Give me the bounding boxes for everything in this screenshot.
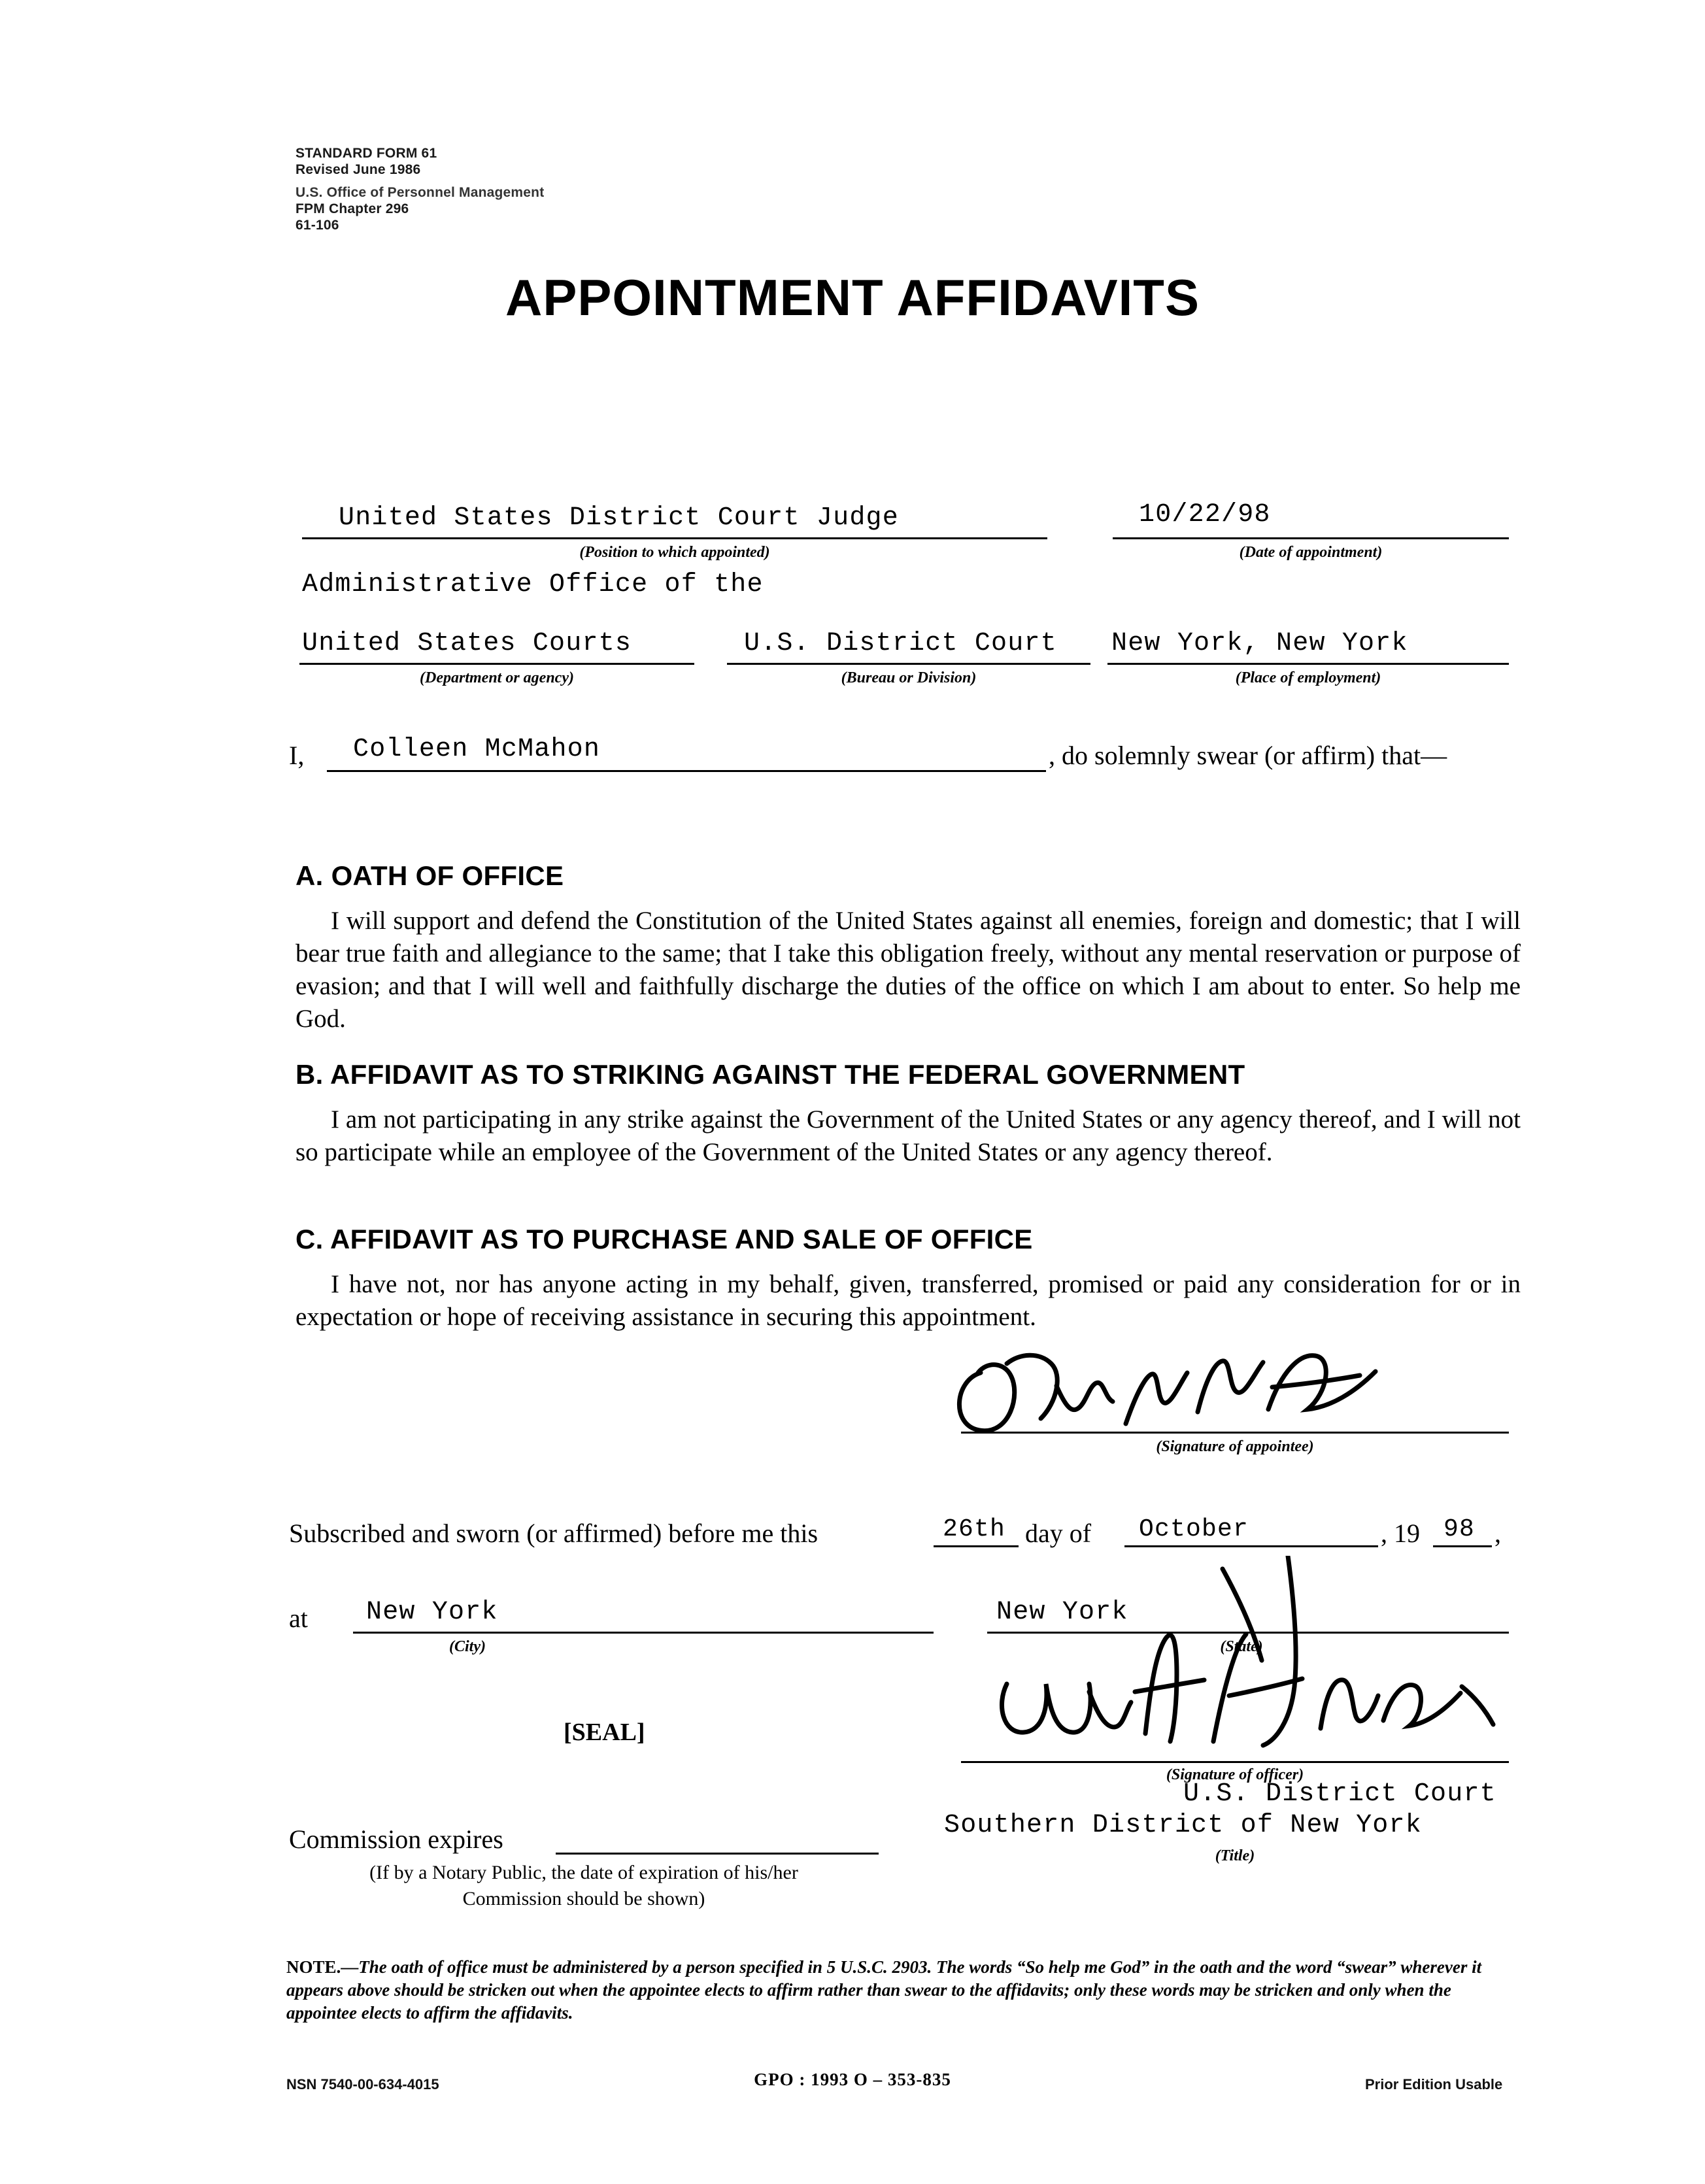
section-c-body: I have not, nor has anyone acting in my behalf, given, transferred, promised or paid any consideration for or in expectation or hope of receiving assistance in securing this appointment. [295, 1270, 1521, 1331]
position-rule [302, 537, 1047, 539]
jurat-day-rule [934, 1545, 1019, 1547]
state-caption: (State) [1220, 1638, 1263, 1655]
gpo-code: GPO : 1993 O – 353-835 [754, 2070, 951, 2089]
bureau-value: U.S. District Court [744, 629, 1057, 658]
note-block [286, 1956, 1515, 2024]
officer-signature-rule [961, 1761, 1509, 1763]
department-caption: (Department or agency) [420, 669, 574, 686]
appointee-signature-rule [961, 1432, 1509, 1434]
date-caption: (Date of appointment) [1239, 544, 1383, 561]
city-value: New York [366, 1598, 498, 1627]
at-label: at [289, 1604, 308, 1633]
position-caption: (Position to which appointed) [579, 544, 770, 561]
form-number: STANDARD FORM 61 [295, 146, 437, 161]
commission-expires-rule [556, 1853, 879, 1855]
form-code: 61-106 [295, 218, 339, 233]
officer-title-line1: U.S. District Court [1183, 1779, 1496, 1809]
commission-note-line1: (If by a Notary Public, the date of expiration of his/her [369, 1862, 798, 1883]
seal-placeholder: [SEAL] [564, 1719, 645, 1746]
date-rule [1113, 537, 1509, 539]
department-rule [299, 663, 694, 665]
officer-signature-mark [981, 1556, 1517, 1772]
appointee-name-value: Colleen McMahon [353, 735, 601, 764]
jurat-month-value: October [1139, 1515, 1249, 1543]
bureau-rule [727, 663, 1090, 665]
jurat-day-value: 26th [943, 1515, 1006, 1543]
page-title: APPOINTMENT AFFIDAVITS [505, 269, 1200, 326]
appointee-name-rule [327, 770, 1046, 772]
note-text: The oath of office must be administered by a person specified in 5 U.S.C. 2903. The words “So help me God” in the oath and the word “swear” wherever it appears above should be stricken out when the appointee elects to affirm rather than swear to the affidavits; only these words may be stricken and only when the appointee elects to affirm the affidavits. [286, 1957, 1482, 2023]
note-lead: NOTE.— [286, 1957, 359, 1977]
department-overflow-line: Administrative Office of the [302, 570, 764, 599]
state-value: New York [996, 1598, 1128, 1627]
section-b-heading: B. AFFIDAVIT AS TO STRIKING AGAINST THE FEDERAL GOVERNMENT [295, 1059, 1245, 1090]
jurat-trailing-comma: , [1494, 1519, 1501, 1548]
officer-title-caption: (Title) [1215, 1847, 1255, 1864]
jurat-month-rule [1124, 1545, 1378, 1547]
section-a-body: I will support and defend the Constitution of the United States against all enemies, foreign and domestic; that I will bear true faith and allegiance to the same; that I take this obligation freely, without any mental reservation or purpose of evasion; and that I will well and faithfully discharge the duties of the office on which I am about to enter. So help me God. [295, 907, 1521, 1033]
officer-signature-caption: (Signature of officer) [1166, 1766, 1304, 1783]
issuing-office: U.S. Office of Personnel Management [295, 185, 545, 200]
i-label: I, [289, 741, 305, 770]
city-caption: (City) [449, 1638, 486, 1655]
bureau-caption: (Bureau or Division) [841, 669, 977, 686]
section-c-heading: C. AFFIDAVIT AS TO PURCHASE AND SALE OF OFFICE [295, 1224, 1033, 1254]
form-identification-block [295, 145, 544, 233]
place-value: New York, New York [1111, 629, 1408, 658]
jurat-lead: Subscribed and sworn (or affirmed) before me this [289, 1519, 819, 1548]
position-value: United States District Court Judge [339, 503, 899, 533]
nsn-code: NSN 7540-00-634-4015 [286, 2076, 439, 2092]
date-value: 10/22/98 [1139, 500, 1271, 529]
jurat-year-value: 98 [1443, 1515, 1476, 1543]
city-rule [353, 1632, 934, 1634]
fpm-chapter: FPM Chapter 296 [295, 201, 409, 216]
place-rule [1107, 663, 1509, 665]
jurat-year-rule [1433, 1545, 1492, 1547]
jurat-day-of-label: day of [1025, 1519, 1092, 1548]
section-a-heading: A. OATH OF OFFICE [295, 860, 564, 891]
form-revision-date: Revised June 1986 [295, 162, 421, 177]
prior-edition-note: Prior Edition Usable [1365, 2076, 1503, 2092]
swear-clause: , do solemnly swear (or affirm) that— [1049, 741, 1447, 770]
section-b-body: I am not participating in any strike against the Government of the United States or any agency thereof, and I will not so participate while an employee of the Government of the United States or any agency thereof. [295, 1105, 1521, 1166]
appointee-signature-caption: (Signature of appointee) [1156, 1438, 1314, 1455]
department-value: United States Courts [302, 629, 632, 658]
appointee-signature-mark [941, 1347, 1425, 1445]
jurat-year-prefix: , 19 [1381, 1519, 1420, 1548]
place-caption: (Place of employment) [1235, 669, 1381, 686]
officer-title-line2: Southern District of New York [944, 1811, 1422, 1840]
commission-expires-label: Commission expires [289, 1824, 503, 1854]
commission-note-line2: Commission should be shown) [462, 1888, 705, 1909]
